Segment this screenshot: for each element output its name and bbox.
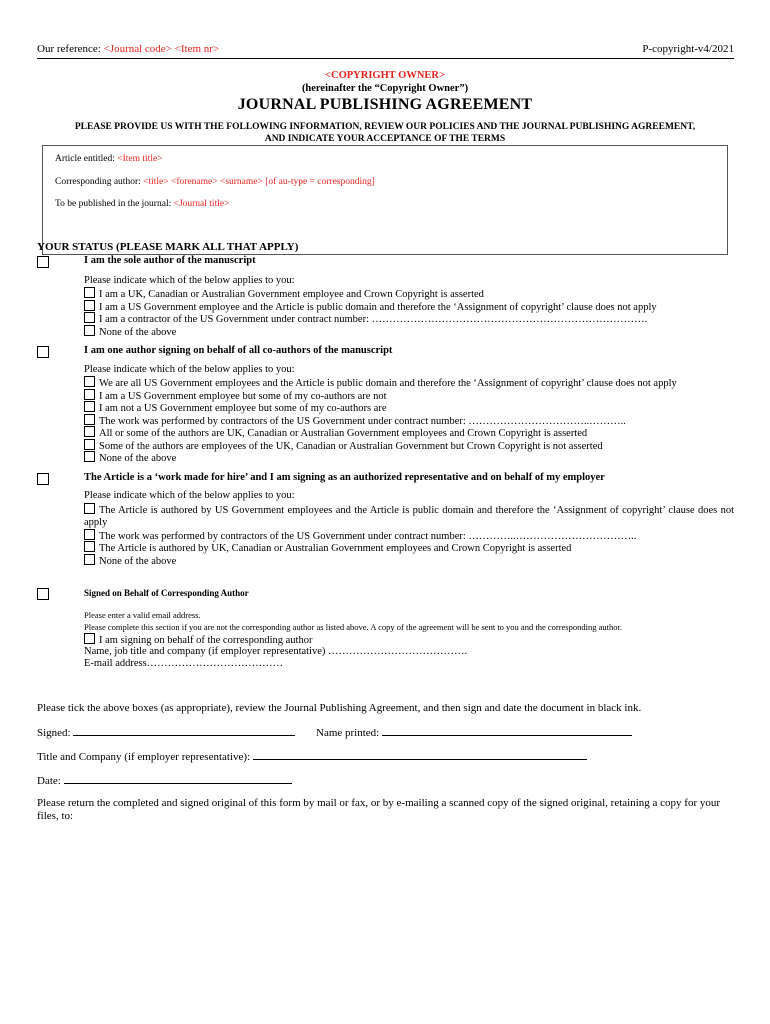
- work-for-hire-option-4-label: None of the above: [99, 556, 177, 567]
- work-for-hire-option-2-label: The work was performed by contractors of the US Government under contract number: …………..……………………………..: [99, 531, 637, 542]
- hereinafter-note: (hereinafter the “Copyright Owner”): [301, 83, 469, 94]
- one-author-option-4-label: The work was performed by contractors of the US Government under contract number: ……………………………..………..: [99, 416, 626, 427]
- work-for-hire-option-4: [84, 554, 176, 568]
- title-company-label: Title and Company (if employer representative):: [37, 751, 253, 763]
- sole-option-4-label: None of the above: [99, 327, 177, 338]
- work-for-hire-option-3: [84, 541, 571, 555]
- email-note: Please enter a valid email address.: [84, 610, 201, 620]
- sole-author-title: I am the sole author of the manuscript: [84, 255, 256, 266]
- work-for-hire-option-1-checkbox[interactable]: [84, 503, 95, 514]
- name-job-title-field[interactable]: Name, job title and company (if employer representative) ………………………………….: [84, 646, 468, 657]
- date-field[interactable]: [64, 773, 292, 784]
- one-author-option-3-label: I am not a US Government employee but some of my co-authors are: [99, 403, 387, 414]
- complete-note: Please complete this section if you are not the corresponding author as listed above. A copy of the agreement will be sent to you and the corresponding author.: [84, 622, 622, 632]
- one-author-option-3-checkbox[interactable]: [84, 401, 95, 412]
- one-author-option-7-checkbox[interactable]: [84, 451, 95, 462]
- sole-author-checkbox[interactable]: [37, 256, 49, 268]
- sign-instruction: Please tick the above boxes (as appropriate), review the Journal Publishing Agreement, and then sign and date the document in black ink.: [37, 702, 642, 714]
- sole-option-1-checkbox[interactable]: [84, 287, 95, 298]
- on-behalf-option-checkbox[interactable]: [84, 633, 95, 644]
- instruction-line-2: AND INDICATE YOUR ACCEPTANCE OF THE TERMS: [264, 134, 506, 144]
- journal-line: [55, 199, 229, 209]
- corresponding-author-line: [55, 177, 375, 187]
- work-for-hire-option-4-checkbox[interactable]: [84, 554, 95, 565]
- one-author-option-7-label: None of the above: [99, 453, 177, 464]
- instruction-line-1: PLEASE PROVIDE US WITH THE FOLLOWING INFORMATION, REVIEW OUR POLICIES AND THE JOURNAL PUBLISHING AGREEMENT,: [74, 122, 696, 132]
- status-heading: YOUR STATUS (PLEASE MARK ALL THAT APPLY): [37, 241, 299, 253]
- name-printed-line: [316, 725, 632, 739]
- journal-label: To be published in the journal:: [55, 199, 174, 209]
- on-behalf-option-label: I am signing on behalf of the corresponding author: [99, 635, 313, 646]
- one-author-option-1-checkbox[interactable]: [84, 376, 95, 387]
- reference-label: Our reference:: [37, 43, 104, 55]
- sole-option-4: [84, 325, 176, 339]
- work-for-hire-option-3-checkbox[interactable]: [84, 541, 95, 552]
- corresponding-author-label: Corresponding author:: [55, 177, 144, 187]
- sole-option-1-label: I am a UK, Canadian or Australian Government employee and Crown Copyright is asserted: [99, 289, 484, 300]
- name-printed-field[interactable]: [382, 725, 632, 736]
- journal-value[interactable]: <Journal title>: [173, 199, 230, 209]
- title-company-line: [37, 749, 587, 763]
- work-for-hire-option-1: [84, 503, 734, 529]
- one-author-option-3: [84, 401, 387, 415]
- work-for-hire-option-3-label: The Article is authored by UK, Canadian or Australian Government employees and Crown Copyright is asserted: [99, 543, 572, 554]
- one-author-lead: Please indicate which of the below applies to you:: [84, 364, 295, 375]
- one-author-option-4-checkbox[interactable]: [84, 414, 95, 425]
- one-author-option-5-label: All or some of the authors are UK, Canadian or Australian Government employees and Crown Copyright is asserted: [99, 428, 588, 439]
- sole-option-3-checkbox[interactable]: [84, 312, 95, 323]
- on-behalf-title: Signed on Behalf of Corresponding Author: [84, 588, 249, 598]
- signed-line: [37, 725, 295, 739]
- one-author-option-5: [84, 426, 587, 440]
- work-for-hire-checkbox[interactable]: [37, 473, 49, 485]
- one-author-option-1-label: We are all US Government employees and the Article is public domain and therefore the ‘Assignment of copyright’ clause does not apply: [99, 378, 677, 389]
- on-behalf-option: [84, 633, 312, 647]
- one-author-option-5-checkbox[interactable]: [84, 426, 95, 437]
- date-line: [37, 773, 292, 787]
- work-for-hire-title: The Article is a ‘work made for hire’ and I am signing as an authorized representative and on behalf of my employer: [84, 472, 605, 483]
- sole-option-3-label: I am a contractor of the US Government under contract number: …………………………………………………………………….: [99, 314, 648, 325]
- reference-value: <Journal code> <Item nr>: [103, 43, 220, 55]
- one-author-option-1: [84, 376, 677, 390]
- title-company-field[interactable]: [253, 749, 587, 760]
- return-note: Please return the completed and signed original of this form by mail or fax, or by e-mailing a scanned copy of the signed original, retaining a copy for your files, to:: [37, 797, 721, 822]
- sole-author-lead: Please indicate which of the below applies to you:: [84, 275, 295, 286]
- article-title-line: [55, 154, 163, 164]
- sole-option-4-checkbox[interactable]: [84, 325, 95, 336]
- one-author-option-2-label: I am a US Government employee but some of my co-authors are not: [99, 391, 387, 402]
- sole-option-2-checkbox[interactable]: [84, 300, 95, 311]
- one-author-option-6-label: Some of the authors are employees of the UK, Canadian or Australian Government but Crown Copyright is not asserted: [99, 441, 603, 452]
- work-for-hire-option-1-label: The Article is authored by US Government employees and the Article is public domain and therefore the ‘Assignment of copyright’ clause does not apply: [84, 505, 734, 528]
- on-behalf-checkbox[interactable]: [37, 588, 49, 600]
- copyright-owner: <COPYRIGHT OWNER>: [325, 70, 445, 81]
- article-title-label: Article entitled:: [55, 154, 118, 164]
- signed-field[interactable]: [73, 725, 295, 736]
- one-author-title: I am one author signing on behalf of all co-authors of the manuscript: [84, 345, 393, 356]
- email-field[interactable]: E-mail address…………………………………: [84, 658, 284, 669]
- reference-line: [37, 43, 219, 55]
- work-for-hire-lead: Please indicate which of the below applies to you:: [84, 490, 295, 501]
- one-author-option-2-checkbox[interactable]: [84, 389, 95, 400]
- sole-option-1: [84, 287, 484, 301]
- form-version: P-copyright-v4/2021: [642, 43, 734, 55]
- one-author-checkbox[interactable]: [37, 346, 49, 358]
- page-title: JOURNAL PUBLISHING AGREEMENT: [237, 96, 533, 113]
- signed-label: Signed:: [37, 727, 74, 739]
- one-author-option-7: [84, 451, 176, 465]
- sole-option-2-label: I am a US Government employee and the Article is public domain and therefore the ‘Assignment of copyright’ clause does not apply: [99, 302, 657, 313]
- article-title-value[interactable]: <Item title>: [117, 154, 163, 164]
- sole-option-3: [84, 312, 647, 326]
- one-author-option-6-checkbox[interactable]: [84, 439, 95, 450]
- date-label: Date:: [37, 775, 64, 787]
- work-for-hire-option-2-checkbox[interactable]: [84, 529, 95, 540]
- corresponding-author-value[interactable]: <title> <forename> <surname> [of au-type = corresponding]: [143, 177, 375, 187]
- name-printed-label: Name printed:: [316, 727, 382, 739]
- header-divider: [37, 58, 734, 59]
